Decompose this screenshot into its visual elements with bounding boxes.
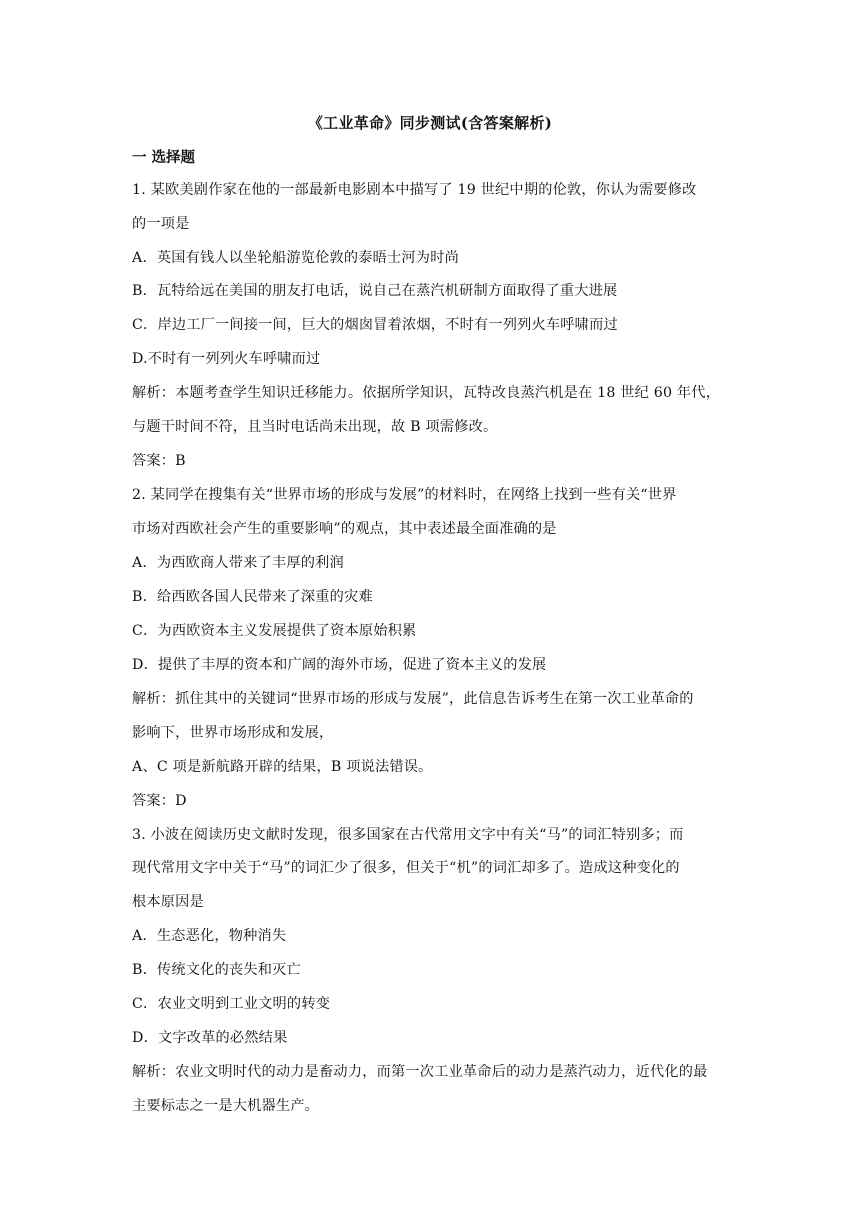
text-line: B．给西欧各国人民带来了深重的灾难 (132, 589, 373, 605)
text-line: 答案：B (132, 453, 186, 469)
text-line: C．农业文明到工业文明的转变 (132, 996, 331, 1012)
text-line: B．瓦特给远在美国的朋友打电话，说自己在蒸汽机研制方面取得了重大进展 (132, 283, 618, 299)
section-heading: 一 选择题 (132, 149, 196, 166)
document-title: 《工业革命》同步测试(含答案解析) (307, 114, 553, 132)
text-line: 解析：抓住其中的关键词“世界市场的形成与发展”，此信息告诉考生在第一次工业革命的 (132, 691, 694, 707)
text-line: 现代常用文字中关于“马”的词汇少了很多，但关于“机”的词汇却多了。造成这种变化的 (132, 860, 680, 876)
text-line: 解析：农业文明时代的动力是畜动力，而第一次工业革命后的动力是蒸汽动力，近代化的最 (132, 1064, 708, 1080)
text-line: 市场对西欧社会产生的重要影响”的观点，其中表述最全面准确的是 (132, 521, 557, 537)
text-line: 2. 某同学在搜集有关“世界市场的形成与发展”的材料时，在网络上找到一些有关“世界 (132, 487, 677, 503)
text-line: B．传统文化的丧失和灭亡 (132, 962, 301, 978)
text-line: 的一项是 (132, 216, 190, 232)
text-line: A．生态恶化，物种消失 (132, 928, 287, 944)
text-line: A．为西欧商人带来了丰厚的利润 (132, 555, 344, 571)
text-line: 影响下，世界市场形成和发展， (132, 725, 334, 741)
text-line: C．为西欧资本主义发展提供了资本原始积累 (132, 623, 417, 639)
text-line: D．提供了丰厚的资本和广阔的海外市场，促进了资本主义的发展 (132, 657, 547, 673)
text-line: D.不时有一列列火车呼啸而过 (132, 351, 321, 367)
text-line: 主要标志之一是大机器生产。 (132, 1098, 320, 1114)
text-line: 与题干时间不符，且当时电话尚未出现，故 B 项需修改。 (132, 419, 498, 435)
text-line: 解析：本题考查学生知识迁移能力。依据所学知识，瓦特改良蒸汽机是在 18 世纪 60 年代， (132, 385, 721, 401)
text-line: D．文字改革的必然结果 (132, 1030, 288, 1046)
text-line: C．岸边工厂一间接一间，巨大的烟囱冒着浓烟，不时有一列列火车呼啸而过 (132, 317, 618, 333)
text-line: A、C 项是新航路开辟的结果，B 项说法错误。 (132, 759, 433, 775)
text-line: 根本原因是 (132, 894, 204, 910)
text-line: 3. 小波在阅读历史文献时发现，很多国家在古代常用文字中有关“马”的词汇特别多；而 (132, 827, 684, 843)
text-line: 答案：D (132, 793, 187, 809)
text-line: 1. 某欧美剧作家在他的一部最新电影剧本中描写了 19 世纪中期的伦敦，你认为需要修改 (132, 182, 697, 198)
text-line: A．英国有钱人以坐轮船游览伦敦的泰晤士河为时尚 (132, 250, 459, 266)
